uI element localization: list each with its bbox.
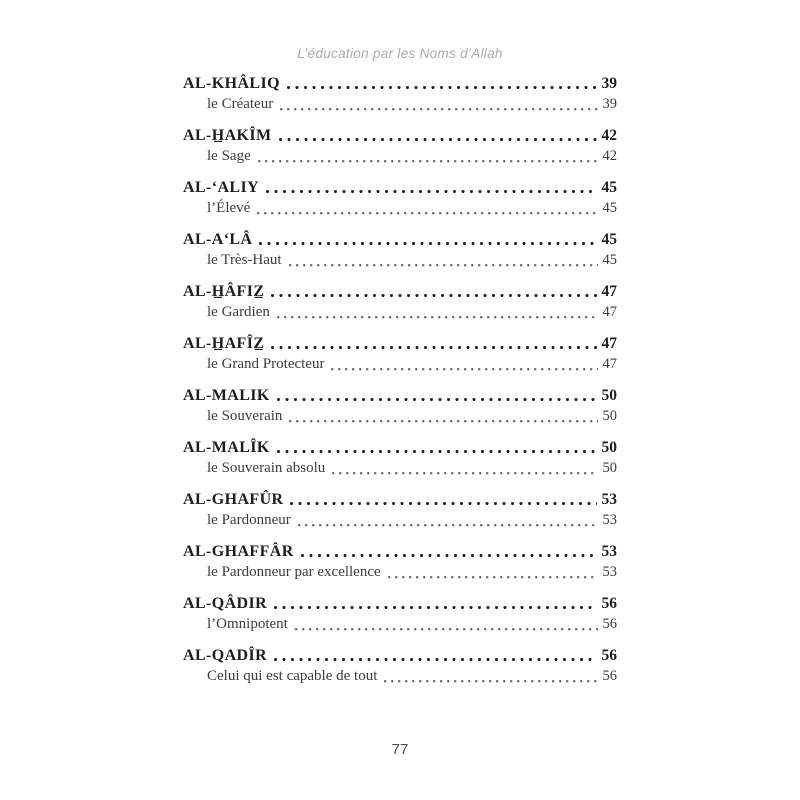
toc-entry xyxy=(183,541,617,583)
dot-leader xyxy=(280,108,597,112)
toc-entry-translation-page-number: 42 xyxy=(602,148,617,164)
toc-entry-translation: le Sage xyxy=(207,148,251,164)
toc-entry-translation: le Souverain xyxy=(207,408,283,424)
toc-entry xyxy=(183,437,617,479)
toc-entry-main-row xyxy=(183,73,617,94)
toc-entry xyxy=(183,73,617,115)
dot-leader xyxy=(287,86,597,90)
dot-leader xyxy=(259,242,596,246)
toc-entry-sub-row xyxy=(183,510,617,531)
toc-entry-page-number: 50 xyxy=(601,439,617,456)
toc-entry-main-row xyxy=(183,281,617,302)
toc-entry-name: AL-H̲ÂFIZ̲ xyxy=(183,283,265,300)
toc-entry-page-number: 45 xyxy=(601,179,617,196)
dot-leader xyxy=(298,524,598,528)
toc-entry-sub-row xyxy=(183,666,617,687)
toc-entry-translation-page-number: 47 xyxy=(602,356,617,372)
dot-leader xyxy=(277,316,598,320)
toc-entry xyxy=(183,177,617,219)
toc-entry-page-number: 47 xyxy=(601,283,617,300)
toc-entry xyxy=(183,229,617,271)
toc-entry xyxy=(183,125,617,167)
toc-entry-translation-page-number: 39 xyxy=(602,96,617,112)
toc-entry-name: AL-GHAFFÂR xyxy=(183,543,294,560)
toc-entry-translation: l’Élevé xyxy=(207,200,251,216)
toc-entry-name: AL-MALÎK xyxy=(183,439,270,456)
dot-leader xyxy=(277,450,597,454)
toc-entry xyxy=(183,489,617,531)
toc-entry-translation: le Pardonneur par excellence xyxy=(207,564,381,580)
toc-entry-main-row xyxy=(183,541,617,562)
toc-entry-page-number: 45 xyxy=(601,231,617,248)
toc-entry-page-number: 39 xyxy=(601,75,617,92)
toc-entry-name: AL-QADÎR xyxy=(183,647,268,664)
toc-entry-main-row xyxy=(183,333,617,354)
toc-entry xyxy=(183,645,617,687)
toc-entry-translation-page-number: 45 xyxy=(602,200,617,216)
dot-leader xyxy=(257,212,597,216)
toc-entry-translation-page-number: 56 xyxy=(602,616,617,632)
toc-entry-translation: le Très-Haut xyxy=(207,252,282,268)
toc-entry-main-row xyxy=(183,593,617,614)
toc-entry-page-number: 53 xyxy=(601,543,617,560)
dot-leader xyxy=(271,294,596,298)
toc-entry-translation-page-number: 47 xyxy=(602,304,617,320)
toc-entry-main-row xyxy=(183,437,617,458)
toc-entry-main-row xyxy=(183,489,617,510)
toc-entry-sub-row xyxy=(183,94,617,115)
dot-leader xyxy=(274,658,596,662)
toc-entry-sub-row xyxy=(183,198,617,219)
toc-entry-translation-page-number: 56 xyxy=(602,668,617,684)
toc-entry-translation-page-number: 50 xyxy=(602,460,617,476)
toc-entry-translation: le Souverain absolu xyxy=(207,460,326,476)
toc-entry-sub-row xyxy=(183,302,617,323)
toc-entry-name: AL-‘ALIY xyxy=(183,179,260,196)
toc-entry-name: AL-MALIK xyxy=(183,387,270,404)
toc-entry-main-row xyxy=(183,125,617,146)
toc-entry-sub-row xyxy=(183,458,617,479)
toc-entry-sub-row xyxy=(183,562,617,583)
toc-entry-main-row xyxy=(183,385,617,406)
toc-entry-page-number: 50 xyxy=(601,387,617,404)
toc-entry-name: AL-H̲AFÎZ̲ xyxy=(183,335,265,352)
toc-entry-sub-row xyxy=(183,250,617,271)
toc-entry-page-number: 42 xyxy=(601,127,617,144)
toc-entry-translation-page-number: 50 xyxy=(602,408,617,424)
dot-leader xyxy=(277,398,597,402)
toc-entry-name: AL-H̲AKÎM xyxy=(183,127,272,144)
toc-entry-name: AL-A‘LÂ xyxy=(183,231,253,248)
dot-leader xyxy=(332,472,597,476)
toc-entry-name: AL-QÂDIR xyxy=(183,595,268,612)
toc-entry-sub-row xyxy=(183,614,617,635)
toc-entry xyxy=(183,281,617,323)
dot-leader xyxy=(295,628,598,632)
toc-entry-translation: l’Omnipotent xyxy=(207,616,288,632)
toc-entry-main-row xyxy=(183,229,617,250)
dot-leader xyxy=(289,420,597,424)
toc-entry-translation: le Pardonneur xyxy=(207,512,291,528)
dot-leader xyxy=(290,502,596,506)
dot-leader xyxy=(266,190,596,194)
dot-leader xyxy=(274,606,596,610)
dot-leader xyxy=(331,368,597,372)
dot-leader xyxy=(301,554,597,558)
toc-entry xyxy=(183,333,617,375)
dot-leader xyxy=(271,346,596,350)
toc-entry-page-number: 56 xyxy=(601,647,617,664)
toc-entry-sub-row xyxy=(183,406,617,427)
dot-leader xyxy=(279,138,597,142)
toc-entry-translation: le Grand Protecteur xyxy=(207,356,325,372)
folio-page-number: 77 xyxy=(391,741,409,758)
dot-leader xyxy=(258,160,598,164)
dot-leader xyxy=(388,576,598,580)
toc-entry-translation: Celui qui est capable de tout xyxy=(207,668,378,684)
toc-entry-page-number: 53 xyxy=(601,491,617,508)
toc-entry-main-row xyxy=(183,177,617,198)
toc-entry-sub-row xyxy=(183,354,617,375)
running-title: L’éducation par les Noms d’Allah xyxy=(297,46,503,61)
toc-entry-main-row xyxy=(183,645,617,666)
toc-entry-name: AL-GHAFÛR xyxy=(183,491,284,508)
toc-entry xyxy=(183,593,617,635)
toc-entry-page-number: 56 xyxy=(601,595,617,612)
toc-entry-translation: le Créateur xyxy=(207,96,274,112)
toc-entry-sub-row xyxy=(183,146,617,167)
toc-entry-translation-page-number: 53 xyxy=(602,564,617,580)
toc-entry-translation: le Gardien xyxy=(207,304,270,320)
toc-entry-name: AL-KHÂLIQ xyxy=(183,75,280,92)
toc-entry-page-number: 47 xyxy=(601,335,617,352)
toc-entry xyxy=(183,385,617,427)
dot-leader xyxy=(289,264,598,268)
table-of-contents xyxy=(183,73,617,697)
dot-leader xyxy=(384,680,597,684)
toc-entry-translation-page-number: 45 xyxy=(602,252,617,268)
toc-entry-translation-page-number: 53 xyxy=(602,512,617,528)
